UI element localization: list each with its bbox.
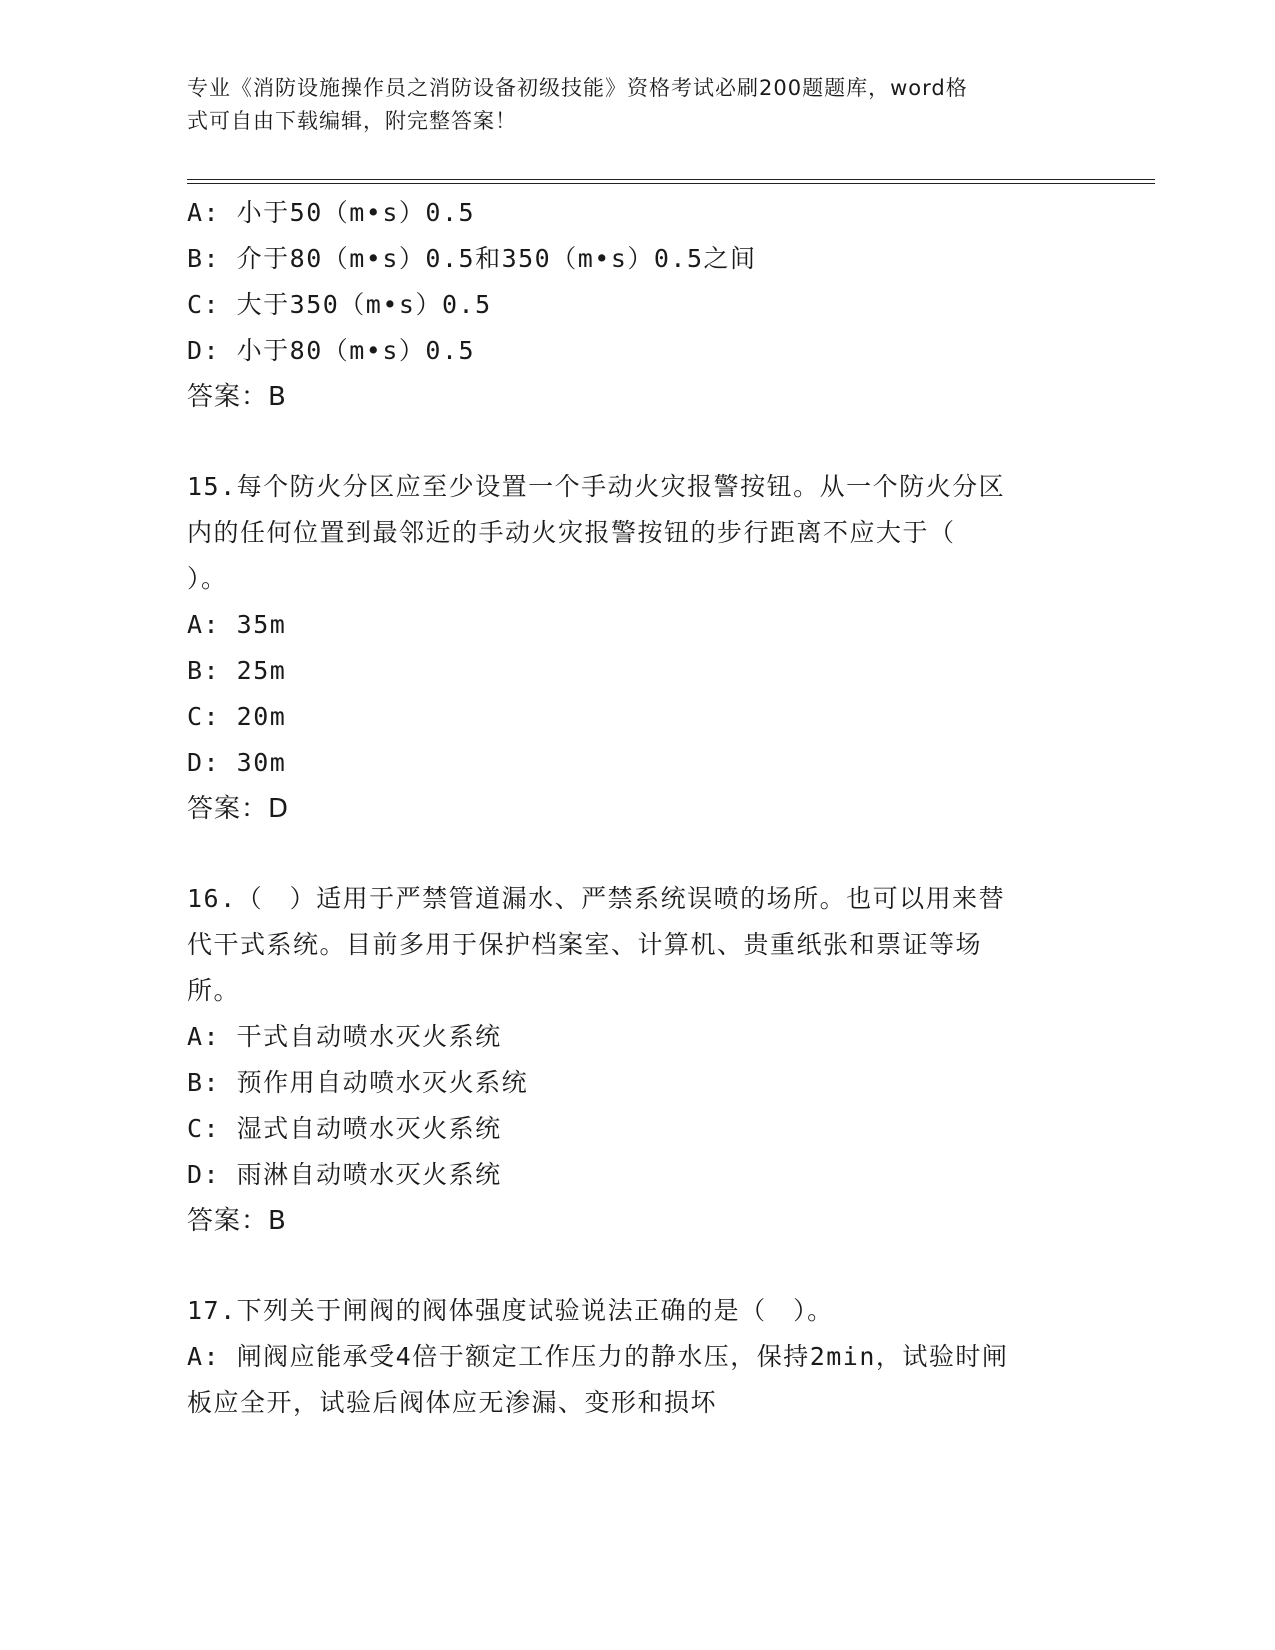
option-a: A: 35m <box>187 610 287 639</box>
header-title-line-2: 式可自由下载编辑，附完整答案！ <box>187 109 517 133</box>
option-b: B: 预作用自动喷水灭火系统 <box>187 1068 529 1097</box>
answer-line: 答案：B <box>187 382 287 412</box>
option-c: C: 湿式自动喷水灭火系统 <box>187 1114 502 1143</box>
answer-line: 答案：D <box>187 794 290 824</box>
question-text-line: ）。 <box>187 564 228 593</box>
option-d: D: 30m <box>187 748 287 777</box>
question-block <box>187 1288 1087 1426</box>
question-text-line: 代干式系统。目前多用于保护档案室、计算机、贵重纸张和票证等场 <box>187 930 983 959</box>
option-b: B: 介于80（m•s）0.5和350（m•s）0.5之间 <box>187 244 757 273</box>
question-text-line: 15.每个防火分区应至少设置一个手动火灾报警按钮。从一个防火分区 <box>187 472 1006 501</box>
page-header <box>187 72 1067 138</box>
question-block <box>187 464 1087 832</box>
question-content <box>187 190 1087 1426</box>
option-d: D: 小于80（m•s）0.5 <box>187 336 476 365</box>
question-block <box>187 876 1087 1244</box>
option-a: A: 闸阀应能承受4倍于额定工作压力的静水压，保持2min，试验时闸 <box>187 1342 1009 1371</box>
header-title-line-1: 专业《消防设施操作员之消防设备初级技能》资格考试必刷200题题库，word格 <box>187 76 968 100</box>
option-b: B: 25m <box>187 656 287 685</box>
question-text-line: 16.（ ）适用于严禁管道漏水、严禁系统误喷的场所。也可以用来替 <box>187 884 1006 913</box>
option-a: A: 小于50（m•s）0.5 <box>187 198 476 227</box>
option-d: D: 雨淋自动喷水灭火系统 <box>187 1160 502 1189</box>
question-text-line: 17.下列关于闸阀的阀体强度试验说法正确的是（ ）。 <box>187 1296 834 1325</box>
answer-line: 答案：B <box>187 1206 287 1236</box>
question-text-line: 内的任何位置到最邻近的手动火灾报警按钮的步行距离不应大于（ <box>187 518 956 547</box>
option-c: C: 大于350（m•s）0.5 <box>187 290 492 319</box>
question-text-line: 所。 <box>187 976 241 1005</box>
option-c: C: 20m <box>187 702 287 731</box>
option-a-continued: 板应全开，试验后阀体应无渗漏、变形和损坏 <box>187 1388 718 1417</box>
header-divider <box>187 179 1155 184</box>
question-block <box>187 190 1087 420</box>
option-a: A: 干式自动喷水灭火系统 <box>187 1022 502 1051</box>
